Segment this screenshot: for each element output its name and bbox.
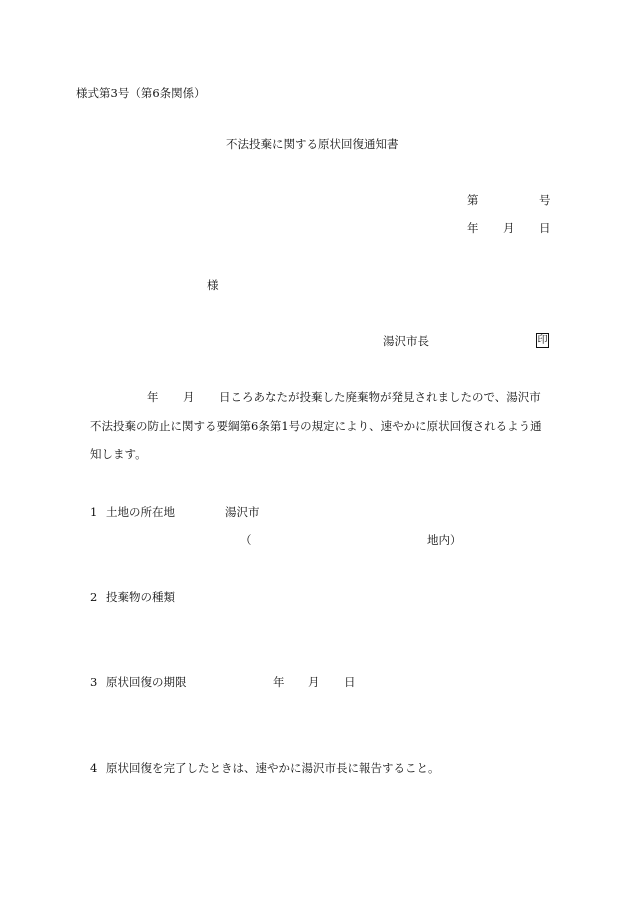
date-month: 月	[503, 221, 515, 235]
body-year: 年	[147, 390, 159, 404]
item-1-label: 土地の所在地	[106, 505, 175, 519]
item-2-label: 投棄物の種類	[106, 590, 175, 604]
date-year: 年	[467, 221, 479, 235]
seal-mark: 印	[537, 335, 548, 346]
document-title: 不法投棄に関する原状回復通知書	[226, 137, 399, 151]
doc-number-prefix: 第	[467, 193, 479, 207]
body-month: 月	[183, 390, 195, 404]
item-3-month: 月	[308, 675, 320, 689]
doc-number-suffix: 号	[539, 193, 551, 207]
item-4-label: 原状回復を完了したときは、速やかに湯沢市長に報告すること。	[106, 761, 440, 775]
body-line-2: 不法投棄の防止に関する要綱第6条第1号の規定により、速やかに原状回復されるよう通	[90, 419, 542, 433]
form-number: 様式第3号（第6条関係）	[76, 86, 206, 100]
item-1-paren-open: （	[240, 533, 252, 547]
body-line-3: 知します。	[90, 447, 147, 461]
item-3-number: 3	[90, 675, 98, 689]
date-day: 日	[539, 221, 551, 235]
item-1-paren-close: 地内）	[427, 533, 462, 547]
item-3-year: 年	[273, 675, 285, 689]
item-2-number: 2	[90, 590, 98, 604]
item-3-day: 日	[344, 675, 356, 689]
body-line-1: 日ころあなたが投棄した廃棄物が発見されましたので、湯沢市	[219, 390, 541, 404]
item-1-number: 1	[90, 505, 98, 519]
item-4-number: 4	[90, 761, 98, 775]
item-1-value: 湯沢市	[225, 505, 260, 519]
item-3-label: 原状回復の期限	[106, 675, 187, 689]
sender-name: 湯沢市長	[383, 334, 429, 348]
addressee-suffix: 様	[207, 278, 219, 292]
